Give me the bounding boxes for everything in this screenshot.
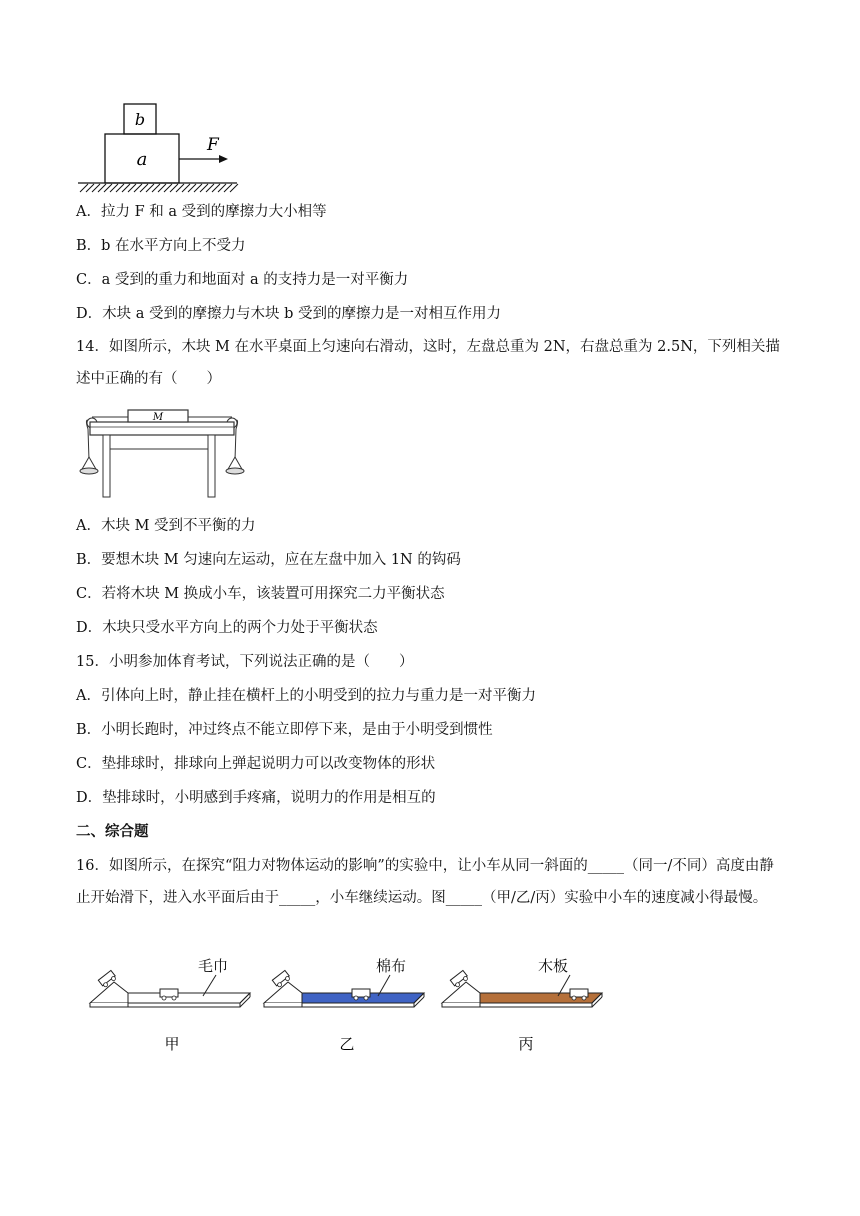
block-m-label: M xyxy=(152,412,164,423)
q14-option-b: B．要想木块 M 匀速向左运动，应在左盘中加入 1N 的钩码 xyxy=(76,552,461,568)
q14-stem: 14．如图所示，木块 M 在水平桌面上匀速向右滑动，这时，左盘总重为 2N，右盘总重为 2.5N，下列相关描述中正确的有（ ） xyxy=(76,339,780,387)
incline-ramp xyxy=(442,982,480,1003)
force-arrowhead xyxy=(219,155,228,163)
surface-label: 木板 xyxy=(538,957,569,975)
q15-stem: 15．小明参加体育考试，下列说法正确的是（ ） xyxy=(76,654,414,670)
q13-option-b: B．b 在水平方向上不受力 xyxy=(76,238,246,254)
incline-figure-2 xyxy=(262,955,434,1060)
table-leg-right xyxy=(208,435,215,497)
q13-option-c: C．a 受到的重力和地面对 a 的支持力是一对平衡力 xyxy=(76,272,409,288)
q13-option-d: D．木块 a 受到的摩擦力与木块 b 受到的摩擦力是一对相互作用力 xyxy=(76,306,501,322)
q14-option-c: C．若将木块 M 换成小车，该装置可用探究二力平衡状态 xyxy=(76,586,445,602)
force-label: F xyxy=(207,135,219,155)
incline-figure-1 xyxy=(88,955,260,1060)
incline-figure-3 xyxy=(440,955,612,1060)
q16-stem: 16．如图所示，在探究“阻力对物体运动的影响”的实验中，让小车从同一斜面的_____（同一/不同）高度由静止开始滑下，进入水平面后由于_____，小车继续运动。图_____（甲/乙/丙）实验中小车的速度减小得最慢。 xyxy=(76,858,774,906)
q15-option-b: B．小明长跑时，冲过终点不能立即停下来，是由于小明受到惯性 xyxy=(76,722,493,738)
q15-option-d: D．垫排球时，小明感到手疼痛，说明力的作用是相互的 xyxy=(76,790,436,806)
incline-ramp xyxy=(264,982,302,1003)
surface-strip xyxy=(128,993,250,1003)
table-leg-left xyxy=(103,435,110,497)
q15-option-a: A．引体向上时，静止挂在横杆上的小明受到的拉力与重力是一对平衡力 xyxy=(76,688,536,704)
figure-caption: 丙 xyxy=(518,1035,534,1053)
q13-option-a: A．拉力 F 和 a 受到的摩擦力大小相等 xyxy=(76,204,327,220)
incline-experiment-figures xyxy=(88,955,628,1060)
incline-ramp xyxy=(90,982,128,1003)
section-title: 二、综合题 xyxy=(76,824,149,840)
surface-label: 毛巾 xyxy=(198,957,229,975)
ground-hatch xyxy=(80,184,238,192)
block-a-label: a xyxy=(136,149,148,170)
q14-option-d: D．木块只受水平方向上的两个力处于平衡状态 xyxy=(76,620,378,636)
q14-option-a: A．木块 M 受到不平衡的力 xyxy=(76,518,256,534)
q15-option-c: C．垫排球时，排球向上弹起说明力可以改变物体的形状 xyxy=(76,756,436,772)
figure-caption: 乙 xyxy=(339,1035,355,1053)
block-b-label: b xyxy=(134,110,146,129)
table-pulley-figure xyxy=(76,405,248,500)
blocks-figure xyxy=(76,100,241,196)
figure-caption: 甲 xyxy=(164,1035,180,1053)
surface-label: 棉布 xyxy=(376,957,407,975)
table-top xyxy=(90,422,234,435)
